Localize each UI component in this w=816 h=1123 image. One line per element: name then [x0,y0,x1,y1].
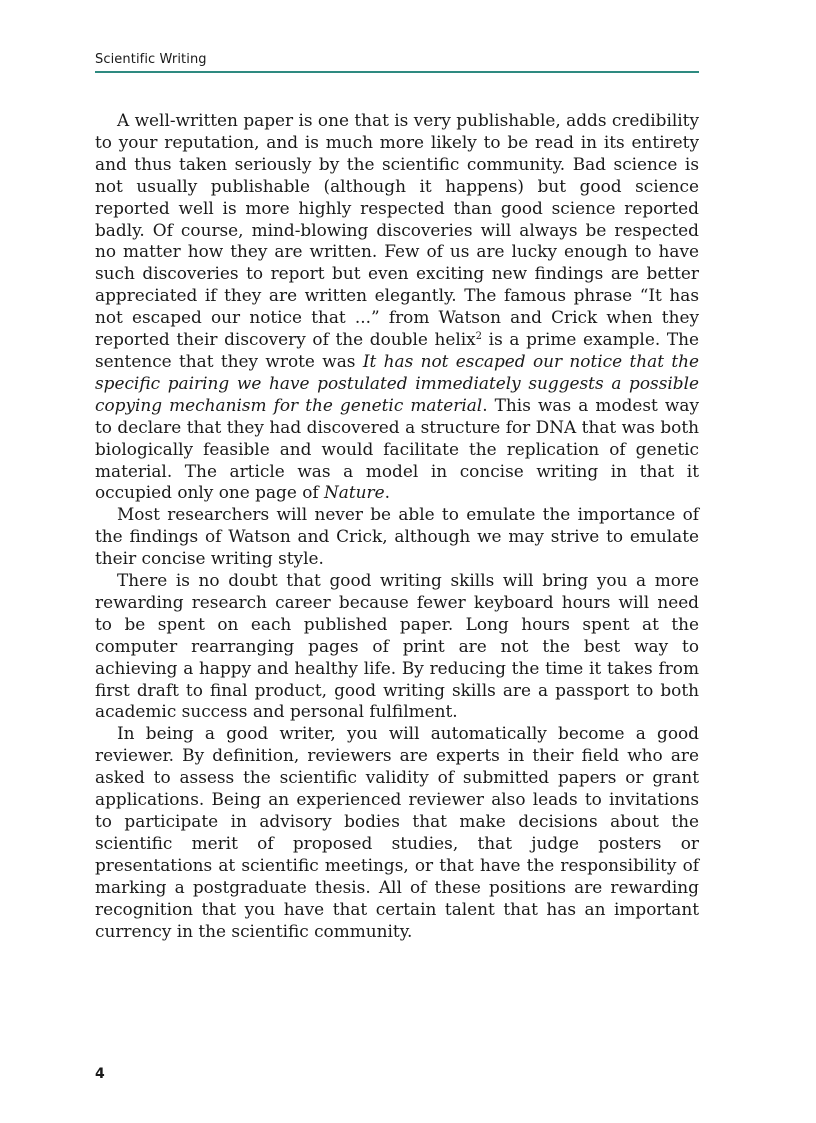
journal-name: Nature [323,482,385,503]
header-rule [95,71,699,73]
running-head-title: Scientific Writing [95,52,207,67]
watson-crick-quote: It has not escaped our notice that the specific pairing we have postulated immediately suggests a possible copying mechanism for the genetic material [95,350,699,415]
paragraph-1 [95,110,699,504]
page-number: 4 [95,1066,105,1082]
paragraph-1-part-a: A well-written paper is one that is very publishable, adds credibility to your reputation, and is much more likely to be read in its entirety and thus taken seriously by the scientific community. Bad science is not usually publishable (although it happens) but good science reported well is more highly respected than good science reported badly. Of course, mind-blowing discoveries will always be respected no matter how they are written. Few of us are lucky enough to have such discoveries to report but even exciting new findings are better appreciated if they are written elegantly. The famous phrase “It has not escaped our notice that ...” from Watson and Crick when they reported their discovery of the double helix [95,110,699,350]
footnote-ref: 2 [475,331,483,343]
paragraph-4: In being a good writer, you will automatically become a good reviewer. By definition, reviewers are experts in their field who are asked to assess the scientific validity of submitted papers or grant applications. Being an experienced reviewer also leads to invitations to participate in advisory bodies that make decisions about the scientific merit of proposed studies, that judge posters or presentations at scientific meetings, or that have the responsibility of marking a postgraduate thesis. All of these positions are rewarding recognition that you have that certain talent that has an important currency in the scientific community. [95,723,699,941]
paragraph-2: Most researchers will never be able to emulate the importance of the findings of Watson and Crick, although we may strive to emulate their concise writing style. [95,504,699,569]
paragraph-3: There is no doubt that good writing skills will bring you a more rewarding research career because fewer keyboard hours will need to be spent on each published paper. Long hours spent at the computer rearranging pages of print are not the best way to achieving a happy and healthy life. By reducing the time it takes from first draft to final product, good writing skills are a passport to both academic success and personal fulfilment. [95,570,699,722]
paragraph-1-part-b: is a prime example. The sentence that they wrote was [95,329,699,371]
paragraph-1-part-c: . This was a modest way to declare that they had discovered a structure for DNA that was both biologically feasible and would facilitate the replication of genetic material. The article was a model in concise writing in that it occupied only one page of [95,394,699,503]
paragraph-1-part-d: . [384,482,390,503]
body-text [95,110,699,942]
